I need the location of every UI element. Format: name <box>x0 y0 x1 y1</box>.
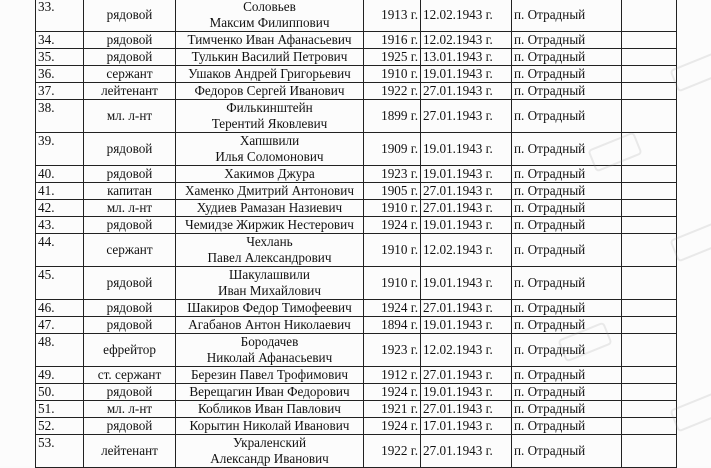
name-line: Чемидзе Жиржик Нестерович <box>185 217 354 232</box>
empty-cell <box>622 401 677 418</box>
burial-place-cell: п. Отрадный <box>512 401 622 418</box>
rank-cell: рядовой <box>84 317 176 334</box>
table-row <box>36 334 677 367</box>
death-date-cell: 27.01.1943 г. <box>421 83 512 100</box>
rank-cell: рядовой <box>84 300 176 317</box>
name-cell <box>176 300 364 317</box>
name-line: Федоров Сергей Иванович <box>194 83 345 98</box>
death-date-cell: 27.01.1943 г. <box>421 183 512 200</box>
empty-cell <box>622 200 677 217</box>
name-line: Хапшвили <box>239 133 300 148</box>
name-line: Шакулашвили <box>229 267 310 282</box>
name-line: Корытин Николай Иванович <box>189 418 350 433</box>
name-line: Филькинштейн <box>226 100 313 115</box>
rank-cell: ст. сержант <box>84 367 176 384</box>
row-number: 42. <box>36 200 84 217</box>
rank-cell: рядовой <box>84 133 176 166</box>
rank-cell: ефрейтор <box>84 334 176 367</box>
rank-cell: лейтенант <box>84 83 176 100</box>
name-cell <box>176 83 364 100</box>
rank-cell: мл. л-нт <box>84 100 176 133</box>
table-row <box>36 217 677 234</box>
table-row <box>36 267 677 300</box>
row-number: 38. <box>36 100 84 133</box>
name-cell <box>176 200 364 217</box>
death-date-cell: 19.01.1943 г. <box>421 133 512 166</box>
burial-place-cell: п. Отрадный <box>512 418 622 435</box>
death-date-cell: 27.01.1943 г. <box>421 200 512 217</box>
death-date-cell: 19.01.1943 г. <box>421 217 512 234</box>
name-cell <box>176 0 364 32</box>
empty-cell <box>622 83 677 100</box>
burial-place-cell: п. Отрадный <box>512 32 622 49</box>
name-line: Бородачев <box>240 334 299 349</box>
death-date-cell: 17.01.1943 г. <box>421 418 512 435</box>
birth-year-cell: 1912 г. <box>364 367 421 384</box>
birth-year-cell: 1924 г. <box>364 300 421 317</box>
name-line: Терентий Яковлевич <box>211 116 328 131</box>
empty-cell <box>622 234 677 267</box>
rank-cell: рядовой <box>84 384 176 401</box>
death-date-cell: 13.01.1943 г. <box>421 49 512 66</box>
death-date-cell: 19.01.1943 г. <box>421 166 512 183</box>
row-number: 37. <box>36 83 84 100</box>
name-cell <box>176 49 364 66</box>
burial-place-cell: п. Отрадный <box>512 367 622 384</box>
empty-cell <box>622 217 677 234</box>
death-date-cell: 12.02.1943 г. <box>421 334 512 367</box>
death-date-cell: 19.01.1943 г. <box>421 317 512 334</box>
rank-cell: капитан <box>84 183 176 200</box>
name-cell <box>176 334 364 367</box>
table-row <box>36 367 677 384</box>
birth-year-cell: 1916 г. <box>364 32 421 49</box>
row-number: 36. <box>36 66 84 83</box>
table-row <box>36 401 677 418</box>
rank-cell: лейтенант <box>84 435 176 468</box>
row-number: 47. <box>36 317 84 334</box>
name-cell <box>176 401 364 418</box>
birth-year-cell: 1923 г. <box>364 334 421 367</box>
name-line: Илья Соломонович <box>215 149 324 164</box>
birth-year-cell: 1922 г. <box>364 435 421 468</box>
burial-place-cell: п. Отрадный <box>512 133 622 166</box>
table-row <box>36 183 677 200</box>
rank-cell: сержант <box>84 234 176 267</box>
name-line: Кобликов Иван Павлович <box>198 401 341 416</box>
row-number: 50. <box>36 384 84 401</box>
name-line: Агабанов Антон Николаевич <box>188 317 351 332</box>
birth-year-cell: 1894 г. <box>364 317 421 334</box>
empty-cell <box>622 133 677 166</box>
name-cell <box>176 133 364 166</box>
name-line: Николай Афанасьевич <box>206 350 333 365</box>
row-number: 49. <box>36 367 84 384</box>
burial-place-cell: п. Отрадный <box>512 49 622 66</box>
death-date-cell: 12.02.1943 г. <box>421 0 512 32</box>
burial-place-cell: п. Отрадный <box>512 234 622 267</box>
rank-cell: рядовой <box>84 217 176 234</box>
empty-cell <box>622 300 677 317</box>
name-cell <box>176 32 364 49</box>
rank-cell: рядовой <box>84 32 176 49</box>
name-cell <box>176 166 364 183</box>
death-date-cell: 27.01.1943 г. <box>421 300 512 317</box>
table-row <box>36 0 677 32</box>
death-date-cell: 12.02.1943 г. <box>421 234 512 267</box>
empty-cell <box>622 418 677 435</box>
rank-cell: рядовой <box>84 49 176 66</box>
empty-cell <box>622 334 677 367</box>
burial-place-cell: п. Отрадный <box>512 100 622 133</box>
name-line: Березин Павел Трофимович <box>190 367 349 382</box>
burial-list-table <box>35 0 677 468</box>
row-number: 39. <box>36 133 84 166</box>
rank-cell: мл. л-нт <box>84 200 176 217</box>
row-number: 41. <box>36 183 84 200</box>
birth-year-cell: 1910 г. <box>364 66 421 83</box>
name-line: Тулькин Василий Петрович <box>191 49 348 64</box>
empty-cell <box>622 367 677 384</box>
row-number: 48. <box>36 334 84 367</box>
table-row <box>36 32 677 49</box>
burial-place-cell: п. Отрадный <box>512 267 622 300</box>
row-number: 40. <box>36 166 84 183</box>
death-date-cell: 27.01.1943 г. <box>421 367 512 384</box>
table-body <box>36 0 677 468</box>
death-date-cell: 27.01.1943 г. <box>421 401 512 418</box>
name-cell <box>176 183 364 200</box>
empty-cell <box>622 66 677 83</box>
birth-year-cell: 1924 г. <box>364 384 421 401</box>
burial-place-cell: п. Отрадный <box>512 0 622 32</box>
name-cell <box>176 317 364 334</box>
burial-place-cell: п. Отрадный <box>512 384 622 401</box>
row-number: 44. <box>36 234 84 267</box>
rank-cell: сержант <box>84 66 176 83</box>
empty-cell <box>622 100 677 133</box>
burial-place-cell: п. Отрадный <box>512 317 622 334</box>
empty-cell <box>622 0 677 32</box>
name-cell <box>176 66 364 83</box>
empty-cell <box>622 183 677 200</box>
death-date-cell: 19.01.1943 г. <box>421 384 512 401</box>
rank-cell: рядовой <box>84 267 176 300</box>
name-cell <box>176 367 364 384</box>
birth-year-cell: 1921 г. <box>364 401 421 418</box>
birth-year-cell: 1924 г. <box>364 418 421 435</box>
empty-cell <box>622 317 677 334</box>
rank-cell: рядовой <box>84 166 176 183</box>
birth-year-cell: 1910 г. <box>364 200 421 217</box>
name-cell <box>176 384 364 401</box>
birth-year-cell: 1925 г. <box>364 49 421 66</box>
burial-place-cell: п. Отрадный <box>512 183 622 200</box>
birth-year-cell: 1905 г. <box>364 183 421 200</box>
birth-year-cell: 1923 г. <box>364 166 421 183</box>
birth-year-cell: 1922 г. <box>364 83 421 100</box>
row-number: 46. <box>36 300 84 317</box>
death-date-cell: 19.01.1943 г. <box>421 66 512 83</box>
empty-cell <box>622 267 677 300</box>
row-number: 43. <box>36 217 84 234</box>
name-line: Александр Иванович <box>210 451 329 466</box>
rank-cell: рядовой <box>84 0 176 32</box>
name-line: Украленский <box>232 435 306 450</box>
birth-year-cell: 1910 г. <box>364 234 421 267</box>
death-date-cell: 27.01.1943 г. <box>421 435 512 468</box>
death-date-cell: 27.01.1943 г. <box>421 100 512 133</box>
row-number: 33. <box>36 0 84 32</box>
name-line: Соловьев <box>243 0 296 14</box>
name-line: Чехлань <box>246 234 293 249</box>
death-date-cell: 19.01.1943 г. <box>421 267 512 300</box>
burial-place-cell: п. Отрадный <box>512 66 622 83</box>
name-line: Ушаков Андрей Григорьевич <box>188 66 351 81</box>
name-line: Хакимов Джура <box>224 166 315 181</box>
name-line: Шакиров Федор Тимофеевич <box>187 300 352 315</box>
row-number: 52. <box>36 418 84 435</box>
rank-cell: мл. л-нт <box>84 401 176 418</box>
burial-place-cell: п. Отрадный <box>512 300 622 317</box>
name-cell <box>176 267 364 300</box>
name-line: Хаменко Дмитрий Антонович <box>185 183 354 198</box>
birth-year-cell: 1910 г. <box>364 267 421 300</box>
burial-place-cell: п. Отрадный <box>512 217 622 234</box>
burial-place-cell: п. Отрадный <box>512 83 622 100</box>
burial-place-cell: п. Отрадный <box>512 166 622 183</box>
birth-year-cell: 1913 г. <box>364 0 421 32</box>
row-number: 45. <box>36 267 84 300</box>
name-line: Павел Александрович <box>207 250 332 265</box>
birth-year-cell: 1924 г. <box>364 217 421 234</box>
table-row <box>36 384 677 401</box>
death-date-cell: 12.02.1943 г. <box>421 32 512 49</box>
name-line: Максим Филиппович <box>209 15 330 30</box>
table-row <box>36 49 677 66</box>
row-number: 53. <box>36 435 84 468</box>
table-row <box>36 66 677 83</box>
name-line: Иван Михайлович <box>218 283 321 298</box>
table-row <box>36 317 677 334</box>
row-number: 34. <box>36 32 84 49</box>
empty-cell <box>622 384 677 401</box>
name-line: Тимченко Иван Афанасьевич <box>187 32 352 47</box>
name-cell <box>176 234 364 267</box>
row-number: 51. <box>36 401 84 418</box>
burial-place-cell: п. Отрадный <box>512 435 622 468</box>
name-cell <box>176 217 364 234</box>
name-line: Худиев Рамазан Назиевич <box>196 200 343 215</box>
empty-cell <box>622 435 677 468</box>
birth-year-cell: 1899 г. <box>364 100 421 133</box>
name-cell <box>176 100 364 133</box>
table-row <box>36 234 677 267</box>
table-row <box>36 418 677 435</box>
table-row <box>36 83 677 100</box>
table-row <box>36 133 677 166</box>
name-cell <box>176 435 364 468</box>
birth-year-cell: 1909 г. <box>364 133 421 166</box>
table-row <box>36 435 677 468</box>
burial-place-cell: п. Отрадный <box>512 200 622 217</box>
name-line: Верещагин Иван Федорович <box>189 384 350 399</box>
table-row <box>36 166 677 183</box>
burial-place-cell: п. Отрадный <box>512 334 622 367</box>
name-cell <box>176 418 364 435</box>
rank-cell: рядовой <box>84 418 176 435</box>
empty-cell <box>622 49 677 66</box>
row-number: 35. <box>36 49 84 66</box>
table-row <box>36 200 677 217</box>
table-row <box>36 100 677 133</box>
empty-cell <box>622 166 677 183</box>
empty-cell <box>622 32 677 49</box>
table-row <box>36 300 677 317</box>
